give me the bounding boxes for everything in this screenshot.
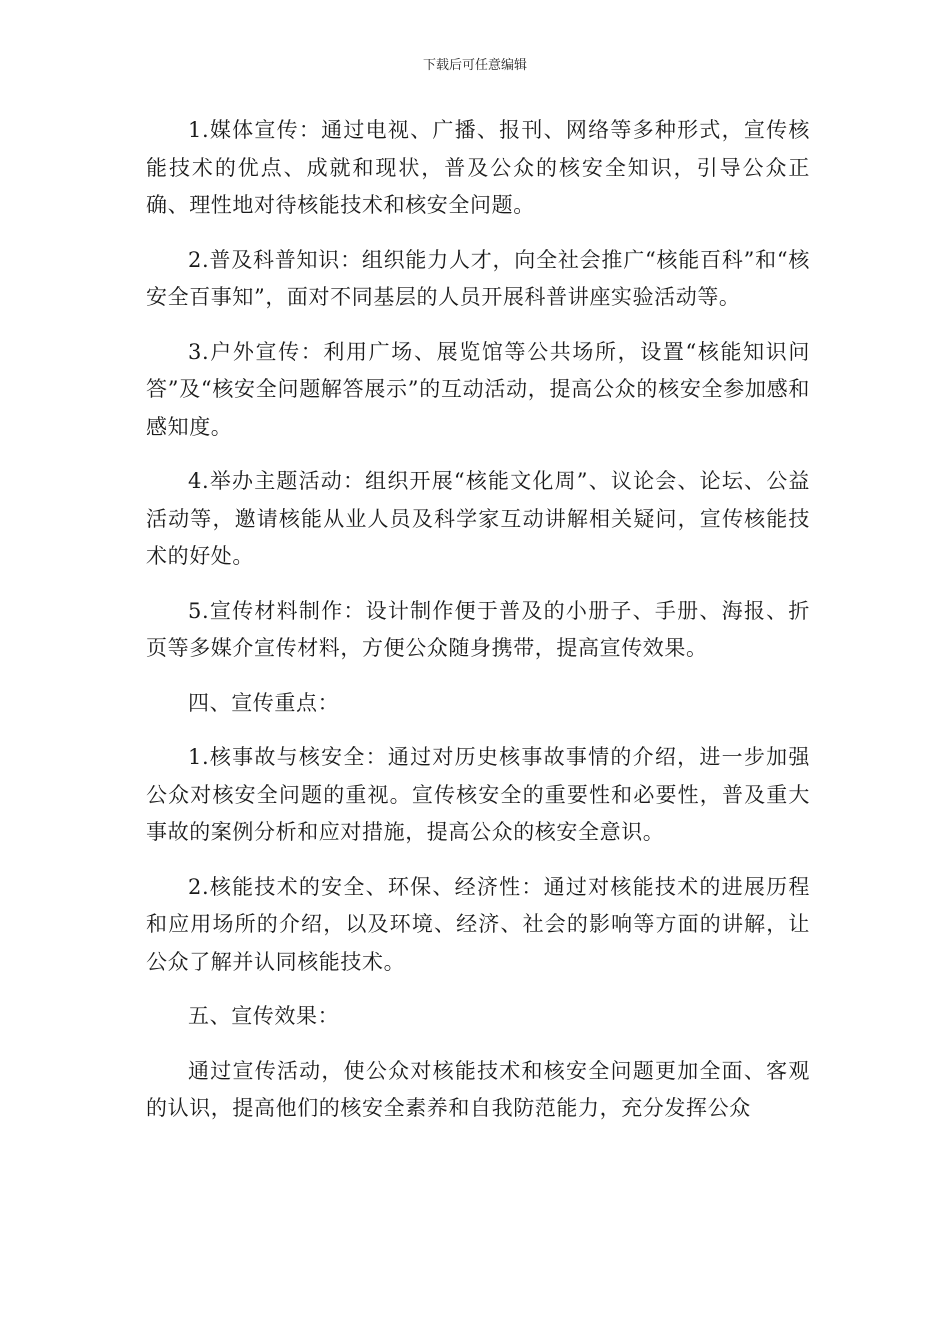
paragraph-nuclear-safety-economy: 2.核能技术的安全、环保、经济性：通过对核能技术的进展历程和应用场所的介绍，以及环境、经济、社会的影响等方面的讲解，让公众了解并认同核能技术。 [146, 874, 810, 974]
paragraph-outdoor-publicity: 3.户外宣传：利用广场、展览馆等公共场所，设置“核能知识问答”及“核安全问题解答展示”的互动活动，提高公众的核安全参加感和感知度。 [146, 339, 810, 439]
paragraph-materials: 5.宣传材料制作：设计制作便于普及的小册子、手册、海报、折页等多媒介宣传材料，方便公众随身携带，提高宣传效果。 [146, 598, 810, 660]
section-heading-effect: 五、宣传效果： [188, 1004, 340, 1028]
section-heading-focus: 四、宣传重点： [188, 690, 340, 715]
paragraph-media-publicity: 1.媒体宣传：通过电视、广播、报刊、网络等多种形式，宣传核能技术的优点、成就和现状，普及公众的核安全知识，引导公众正确、理性地对待核能技术和核安全问题。 [146, 118, 810, 217]
document-body [146, 112, 810, 1145]
page-header: 下载后可任意编辑 [422, 58, 527, 73]
paragraph-science-popularization: 2.普及科普知识：组织能力人才，向全社会推广“核能百科”和“核安全百事知”，面对不同基层的人员开展科普讲座实验活动等。 [146, 247, 810, 309]
paragraph-effect: 通过宣传活动，使公众对核能技术和核安全问题更加全面、客观的认识，提高他们的核安全素养和自我防范能力，充分发挥公众 [146, 1058, 810, 1120]
paragraph-nuclear-accident: 1.核事故与核安全：通过对历史核事故事情的介绍，进一步加强公众对核安全问题的重视。宣传核安全的重要性和必要性，普及重大事故的案例分析和应对措施，提高公众的核安全意识。 [146, 745, 810, 844]
paragraph-theme-activities: 4.举办主题活动：组织开展“核能文化周”、议论会、论坛、公益活动等，邀请核能从业人员及科学家互动讲解相关疑问，宣传核能技术的好处。 [146, 469, 810, 568]
